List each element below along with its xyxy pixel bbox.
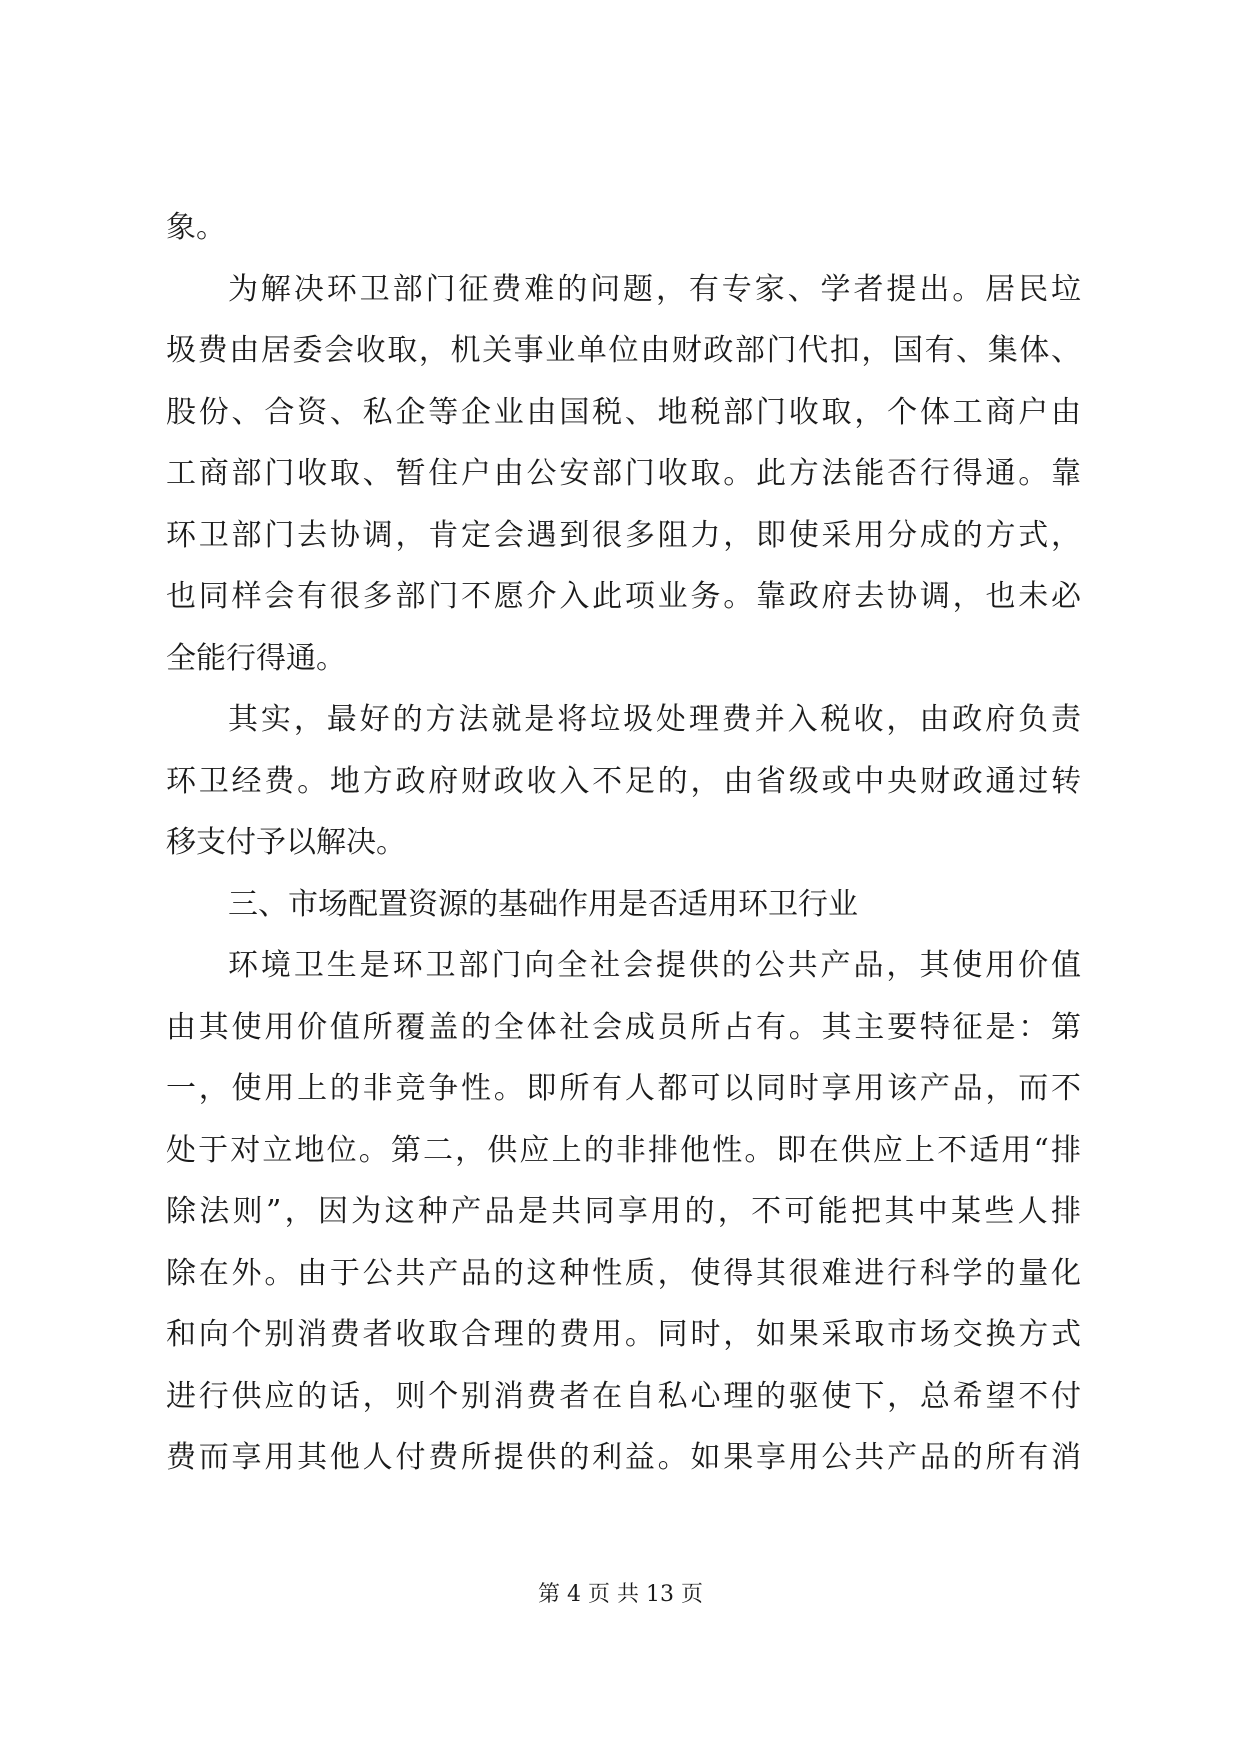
text-line: 和向个别消费者收取合理的费用。同时，如果采取市场交换方式 [166,1317,1081,1352]
text-line: 除在外。由于公共产品的这种性质，使得其很难进行科学的量化 [166,1255,1081,1291]
text-line: 一，使用上的非竞争性。即所有人都可以同时享用该产品，而不 [166,1071,1081,1106]
text-line: 也同样会有很多部门不愿介入此项业务。靠政府去协调，也未必 [166,579,1081,614]
text-line: 由其使用价值所覆盖的全体社会成员所占有。其主要特征是：第 [166,1009,1081,1045]
text-line: 股份、合资、私企等企业由国税、地税部门收取，个体工商户由 [166,394,1081,430]
text-line: 费而享用其他人付费所提供的利益。如果享用公共产品的所有消 [166,1440,1081,1475]
text-line: 进行供应的话，则个别消费者在自私心理的驱使下，总希望不付 [166,1378,1081,1414]
text-line: 圾费由居委会收取，机关事业单位由财政部门代扣，国有、集体、 [166,333,1081,368]
text-line: 象。 [166,210,226,245]
body-text [166,197,1081,1489]
page-footer: 第 4 页 共 13 页 [538,1582,703,1607]
text-line: 处于对立地位。第二，供应上的非排他性。即在供应上不适用“排 [166,1132,1081,1168]
text-line: 环卫经费。地方政府财政收入不足的，由省级或中央财政通过转 [166,763,1081,799]
text-line: 工商部门收取、暂住户由公安部门收取。此方法能否行得通。靠 [166,456,1081,491]
text-line: 全能行得通。 [166,640,346,676]
text-line: 为解决环卫部门征费难的问题，有专家、学者提出。居民垃 [228,271,1081,307]
text-line: 其实，最好的方法就是将垃圾处理费并入税收，由政府负责 [228,702,1081,737]
text-line: 除法则”，因为这种产品是共同享用的，不可能把其中某些人排 [166,1194,1081,1229]
text-line: 环境卫生是环卫部门向全社会提供的公共产品，其使用价值 [228,948,1081,983]
text-line: 三、市场配置资源的基础作用是否适用环卫行业 [228,886,858,922]
text-line: 移支付予以解决。 [166,825,406,860]
text-line: 环卫部门去协调，肯定会遇到很多阻力，即使采用分成的方式， [166,517,1081,553]
